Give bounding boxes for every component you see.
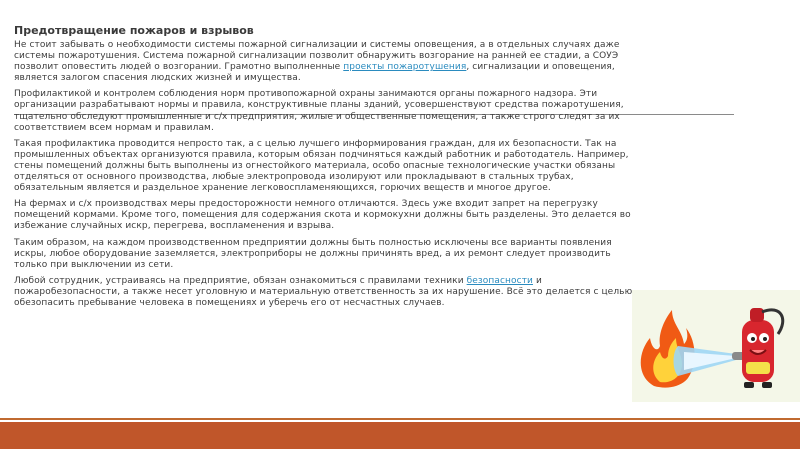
paragraph-6 bbox=[14, 276, 636, 309]
paragraph-4: На фермах и с/х производствах меры предосторожности немного отличаются. Здесь уже входит запрет на перегрузку помещений кормами. Кроме того, помещения для содержания скота и кормокухни должны быть разделены. Это делается во избежание случайных искр, перегрева, воспламенения и взрыва. bbox=[14, 199, 631, 232]
footer-accent-line bbox=[0, 418, 800, 420]
illustration-svg bbox=[632, 290, 800, 402]
link-safety[interactable]: безопасности bbox=[466, 275, 533, 286]
paragraph-1 bbox=[14, 40, 636, 84]
paragraph-1-text-b: , сигнализации и оповещения, является залогом спасения людских жизней и имущества. bbox=[14, 62, 615, 84]
fire-extinguisher-illustration bbox=[632, 290, 800, 402]
paragraph-2: Профилактикой и контролем соблюдения норм противопожарной охраны занимаются органы пожарного надзора. Эти организации разрабатывают нормы и правила, конструктивные планы зданий, усовершенствуют средства пожаротушения, тщательно обследуют промышленные и с/х предприятия, жилые и общественные помещения, а также строго следят за их соответствием всем нормам и правилам. bbox=[14, 89, 624, 133]
footer-bar bbox=[0, 422, 800, 449]
page-title: Предотвращение пожаров и взрывов bbox=[14, 24, 254, 37]
body-text bbox=[14, 40, 636, 314]
paragraph-1-text-a: Не стоит забывать о необходимости системы пожарной сигнализации и системы оповещения, а в отдельных случаях даже системы пожаротушения. Система пожарной сигнализации позволит обнаружить возгорание на ранней ее стадии, а СОУЭ позволит оповестить людей о возгорании. Грамотно выполненные bbox=[14, 40, 620, 73]
link-fire-projects[interactable]: проекты пожаротушения bbox=[343, 62, 467, 73]
paragraph-3: Такая профилактика проводится непросто так, а с целью лучшего информирования граждан, для их безопасности. Так на промышленных объектах организуются правила, которым обязан подчиняться каждый работник и работодатель. Например, стены помещений должны быть выполнены из огнестойкого материала, особо опасные технологические участки обязаны отделяться от основного производства, любые электропровода изолируют или прокладывают в стальных трубах, обязательным является и раздельное хранение легковоспламеняющихся, горючих веществ и многое другое. bbox=[14, 138, 629, 194]
water-spray bbox=[674, 346, 737, 376]
paragraph-6-text-a: Любой сотрудник, устраиваясь на предприятие, обязан ознакомиться с правилами техники bbox=[14, 275, 467, 286]
fire-extinguisher-mascot-icon bbox=[732, 308, 783, 388]
paragraph-5: Таким образом, на каждом производственном предприятии должны быть полностью исключены все варианты появления искры, любое оборудование заземляется, электроприборы не должны причинять вред, а их ремонт следует производить только при выключении из сети. bbox=[14, 237, 612, 270]
paragraph-6-text-b: и пожаробезопасности, а также несет уголовную и материальную ответственность за их нарушение. Всё это делается с целью обезопасить пребывание человека в помещениях и уберечь его от несчастных случаев. bbox=[14, 275, 633, 308]
